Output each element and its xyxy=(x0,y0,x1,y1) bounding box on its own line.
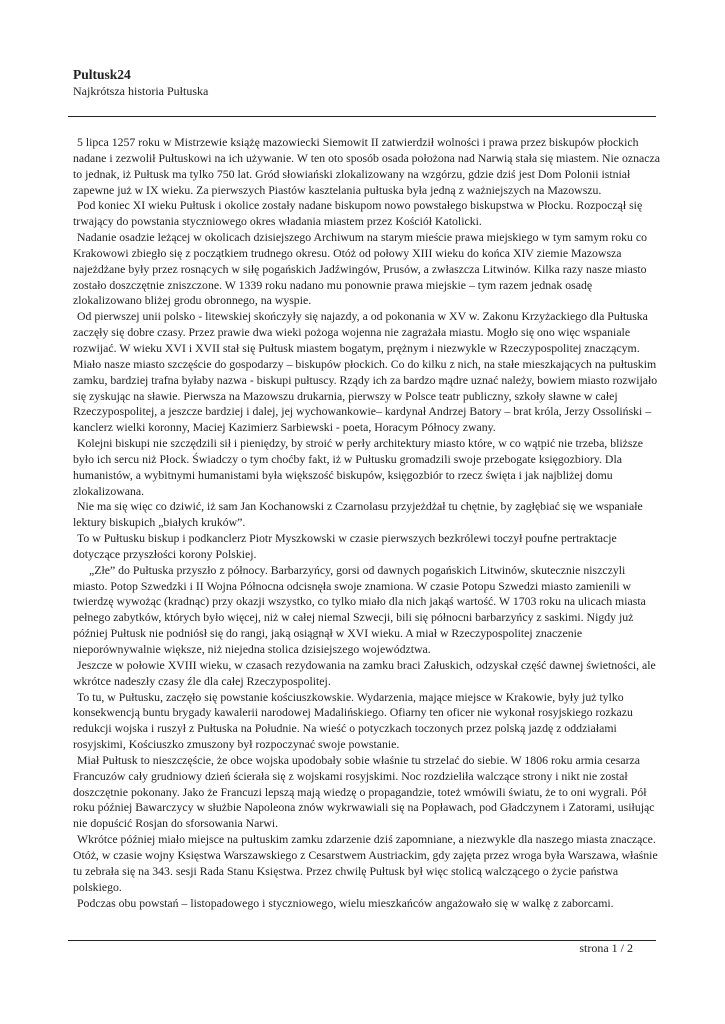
paragraph: 5 lipca 1257 roku w Mistrzewie książę mazowiecki Siemowit II zatwierdził wolności i prawa przez biskupów płockich nadane i zezwolił Pułtuskowi na ich używanie. W ten oto sposób osada położona nad Narwią stała się miastem. Nie oznacza to jednak, iż Pułtusk ma tylko 750 lat. Gród słowiański zlokalizowany na wzgórzu, gdzie dziś jest Dom Polonii istniał zapewne już w IX wieku. Za pierwszych Piastów kasztelania pułtuska była jedną z ważniejszych na Mazowszu. xyxy=(73,135,660,197)
paragraph: Od pierwszej unii polsko - litewskiej skończyły się najazdy, a od pokonania w XV w. Zakonu Krzyżackiego dla Pułtuska zaczęły się dobre czasy. Przez prawie dwa wieki pożoga wojenna nie zagrażała miastu. Mogło się ono więc wspaniale rozwijać. W wieku XVI i XVII stał się Pułtusk miastem bogatym, prężnym i niezwykle w Rzeczypospolitej znaczącym. Miało nasze miasto szczęście do gospodarzy – biskupów płockich. Co do kilku z nich, na stałe mieszkających na pułtuskim zamku, bardziej trafna byłaby nazwa - biskupi pułtuscy. Rządy ich za bardzo mądre uznać należy, bowiem miasto rozwijało się zyskując na sławie. Pierwsza na Mazowszu drukarnia, pierwszy w Polsce teatr publiczny, szkoły sławne w całej Rzeczypospolitej, a jeszcze bardziej i dalej, jej wychowankowie– kardynał Andrzej Batory – brat króla, Jerzy Ossoliński – kanclerz wielki koronny, Maciej Kazimierz Sarbiewski - poeta, Horacym Północy zwany. xyxy=(73,309,658,435)
article-body xyxy=(73,135,661,911)
paragraph: „Złe” do Pułtuska przyszło z północy. Barbarzyńcy, gorsi od dawnych pogańskich Litwinów, skutecznie niszczyli miasto. Potop Szwedzki i II Wojna Północna odcisnęła swoje znamiona. W czasie Potopu Szwedzi miasto zamienili w twierdzę wywożąc (kradnąc) przy okazji wszystko, co tylko miało dla nich jakąś wartość. W 1703 roku na ulicach miasta pełnego zabytków, których było więcej, niż w całej niemal Szwecji, bili się północni barbarzyńcy z saskimi. Nigdy już później Pułtusk nie podniósł się do rangi, jaką osiągnął w XVI wieku. A miał w Rzeczypospolitej znaczenie nieporównywalnie większe, niż niejedna stolica dzisiejszego województwa. xyxy=(73,562,646,656)
site-title: Pultusk24 xyxy=(73,67,131,82)
paragraph: Nie ma się więc co dziwić, iż sam Jan Kochanowski z Czarnolasu przyjeżdżał tu chętnie, by zagłębiać się we wspaniałe lektury biskupich „białych kruków”. xyxy=(73,499,643,530)
paragraph: Podczas obu powstań – listopadowego i styczniowego, wielu mieszkańców angażowało się w walkę z zaborcami. xyxy=(77,895,614,910)
footer-divider xyxy=(68,940,656,941)
paragraph: Miał Pułtusk to nieszczęście, że obce wojska upodobały sobie właśnie tu strzelać do siebie. W 1806 roku armia cesarza Francuzów cały grudniowy dzień ścierała się z wojskami rosyjskimi. Noc rozdzieliła walczące strony i nikt nie został doszczętnie pokonany. Jako że Francuzi lepszą mają wiedzę o propagandzie, toteż wmówili światu, że to oni wygrali. Pół roku później Bawarczycy w służbie Napoleona znów wykrwawiali się na Popławach, pod Gładczynem i Zatorami, usiłując nie dopuścić Rosjan do sforsowania Narwi. xyxy=(73,752,655,831)
paragraph: To w Pułtusku biskup i podkanclerz Piotr Myszkowski w czasie pierwszych bezkrólewi toczył poufne pertraktacje dotyczące przyszłości korony Polskiej. xyxy=(73,531,617,561)
site-subtitle: Najkrótsza historia Pułtuska xyxy=(73,84,209,98)
paragraph: To tu, w Pułtusku, zaczęło się powstanie kościuszkowskie. Wydarzenia, mające miejsce w Krakowie, były już tylko konsekwencją buntu brygady kawalerii narodowej Madalińskiego. Ofiarny ten oficer nie wykonał rosyjskiego rozkazu redukcji wojska i ruszył z Pułtuska na Południe. Na wieść o potyczkach toczonych przez polską jazdę z oddziałami rosyjskimi, Kościuszko zmuszony był rozpoczynać swoje powstanie. xyxy=(73,689,633,752)
paragraph: Kolejni biskupi nie szczędzili sił i pieniędzy, by stroić w perły architektury miasto które, w co wątpić nie trzeba, bliższe było ich sercu niż Płock. Świadczy o tym choćby fakt, iż w Pułtusku gromadzili swoje przebogate księgozbiory. Dla humanistów, a wybitnymi humanistami była większość biskupów, księgozbiór to rzecz święta i jak najbliżej domu zlokalizowana. xyxy=(73,436,643,498)
page-number: strona 1 / 2 xyxy=(579,941,633,955)
document-header xyxy=(73,67,208,99)
header-divider xyxy=(68,116,656,117)
paragraph: Nadanie osadzie leżącej w okolicach dzisiejszego Archiwum na starym mieście prawa miejskiego w tym samym roku co Krakowowi zbiegło się z początkiem trudnego okresu. Otóż od połowy XIII wieku do końca XIV ziemie Mazowsza najeżdżane były przez rosnących w siłę pogańskich Jadźwingów, Prusów, a zwłaszcza Litwinów. Kilka razy nasze miasto zostało doszczętnie zniszczone. W 1339 roku nadano mu ponownie prawa miejskie – tym razem jednak osadę zlokalizowano bliżej grodu obronnego, na wyspie. xyxy=(73,230,647,308)
paragraph: Wkrótce później miało miejsce na pułtuskim zamku zdarzenie dziś zapomniane, a niezwykle dla naszego miasta znaczące. Otóż, w czasie wojny Księstwa Warszawskiego z Cesarstwem Austriackim, gdy zajęta przez wroga była Warszawa, właśnie tu zebrała się na 343. sesji Rada Stanu Księstwa. Przez chwilę Pułtusk był więc stolicą walczącego o życie państwa polskiego. xyxy=(73,832,658,894)
paragraph: Jeszcze w połowie XVIII wieku, w czasach rezydowania na zamku braci Załuskich, odzyskał część dawnej świetności, ale wkrótce nadeszły czasy źle dla całej Rzeczypospolitej. xyxy=(73,657,656,688)
paragraph: Pod koniec XI wieku Pułtusk i okolice zostały nadane biskupom nowo powstałego biskupstwa w Płocku. Rozpoczął się trwający do powstania styczniowego okres władania miastem przez Kościół Katolicki. xyxy=(73,198,643,229)
